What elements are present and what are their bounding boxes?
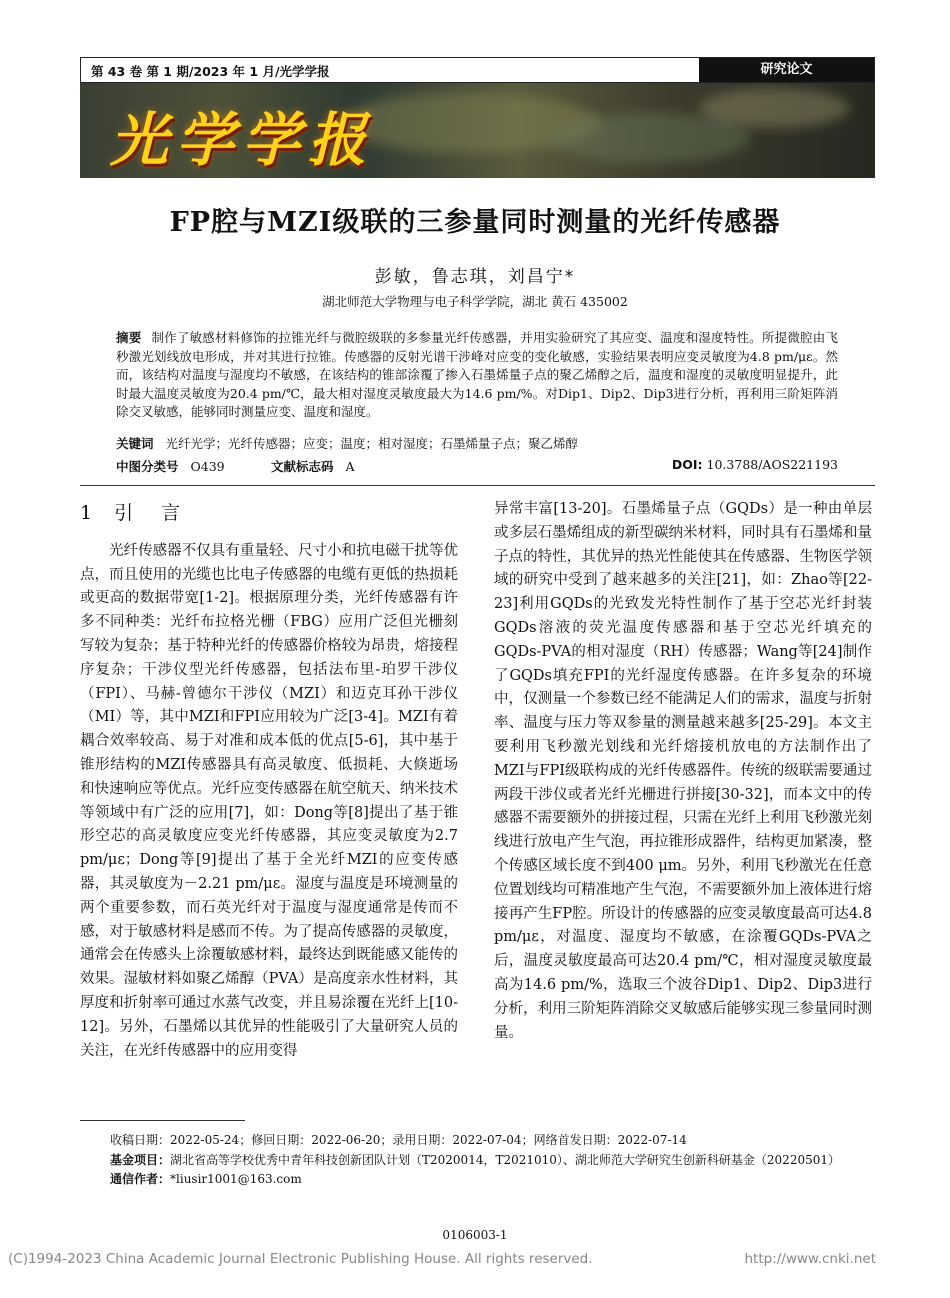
section-number: 1 xyxy=(80,502,93,524)
right-column xyxy=(494,498,872,1045)
clc-label: 中图分类号 xyxy=(116,459,179,474)
abstract-text: 制作了敏感材料修饰的拉锥光纤与微腔级联的多参量光纤传感器，并用实验研究了其应变、温度和湿度特性。所提微腔由飞秒激光划线放电形成，并对其进行拉锥。传感器的反射光谱干涉峰对应变的变化敏感，实验结果表明应变灵敏度为4.8 pm/με。然而，该结构对温度与湿度均不敏感，在该结构的锥部涂覆了掺入石墨烯量子点的聚乙烯醇之后，温度和湿度的灵敏度明显提升，此时最大温度灵敏度为20.4 pm/℃，最大相对湿度灵敏度最大为14.6 pm/%。对Dip1、Dip2、Dip3进行分析，再利用三阶矩阵消除交叉敏感，能够同时测量应变、温度和湿度。 xyxy=(116,330,838,420)
section-title: 引言 xyxy=(114,502,209,524)
fund-text: 湖北省高等学校优秀中青年科技创新团队计划（T2020014，T2021010）、湖北师范大学研究生创新科研基金（20220501） xyxy=(170,1152,840,1167)
footnote-fund xyxy=(80,1151,875,1171)
section-heading-intro xyxy=(80,502,458,526)
journal-logo-title: 光学学报 xyxy=(110,106,375,174)
paper-affiliation: 湖北师范大学物理与电子科学学院，湖北 黄石 435002 xyxy=(322,294,628,309)
paper-title: FP腔与MZI级联的三参量同时测量的光纤传感器 xyxy=(169,207,781,238)
abstract xyxy=(116,329,838,422)
keywords xyxy=(116,434,838,452)
journal-banner xyxy=(80,83,875,178)
paper-authors: 彭敏，鲁志琪，刘昌宁* xyxy=(374,267,576,287)
doi-value[interactable]: 10.3788/AOS221193 xyxy=(706,457,838,472)
issue-info: 第 43 卷 第 1 期/2023 年 1 月/光学学报 xyxy=(91,64,330,79)
doc-code-label: 文献标志码 xyxy=(271,459,334,474)
footnote-divider xyxy=(80,1120,245,1121)
clc-value: O439 xyxy=(190,459,225,474)
doi-label: DOI: xyxy=(671,457,703,472)
left-column xyxy=(80,498,458,1063)
footnote-dates: 收稿日期：2022-05-24；修回日期：2022-06-20；录用日期：2022-07-04；网络首发日期：2022-07-14 xyxy=(110,1133,687,1147)
keywords-label: 关键词 xyxy=(116,436,154,451)
corresponding-email[interactable]: *liusir1001@163.com xyxy=(170,1172,302,1186)
doc-code-value: A xyxy=(345,459,355,474)
intro-paragraph-left: 光纤传感器不仅具有重量轻、尺寸小和抗电磁干扰等优点，而且使用的光缆也比电子传感器的电缆有更低的热损耗或更高的数据带宽[1-2]。根据原理分类，光纤传感器有许多不同种类：光纤布拉格光栅（FBG）应用广泛但光栅刻写较为复杂；基于特种光纤的传感器价格较为昂贵，熔接程序复杂；干涉仪型光纤传感器，包括法布里-珀罗干涉仪（FPI）、马赫-曾德尔干涉仪（MZI）和迈克耳孙干涉仪（MI）等，其中MZI和FPI应用较为广泛[3-4]。MZI有着耦合效率较高、易于对准和成本低的优点[5-6]，其中基于锥形结构的MZI传感器具有高灵敏度、低损耗、大倏逝场和快速响应等优点。光纤应变传感器在航空航天、纳米技术等领域中有广泛的应用[7]，如：Dong等[8]提出了基于锥形空芯的高灵敏度应变光纤传感器，其应变灵敏度为2.7 pm/με；Dong等[9]提出了基于全光纤MZI的应变传感器，其灵敏度为－2.21 pm/με。湿度与温度是环境测量的两个重要参数，而石英光纤对于温度与湿度通常是传而不感，对于敏感材料是感而不传。为了提高传感器的灵敏度，通常会在传感头上涂覆敏感材料，最终达到既能感又能传的效果。湿敏材料如聚乙烯醇（PVA）是高度亲水性材料，其厚度和折射率可通过水蒸气改变，并且易涂覆在光纤上[10-12]。另外，石墨烯以其优异的性能吸引了大量研究人员的关注，在光纤传感器中的应用变得 xyxy=(80,542,458,1059)
section-label: 研究论文 xyxy=(699,58,874,82)
keywords-text: 光纤光学；光纤传感器；应变；温度；相对湿度；石墨烯量子点；聚乙烯醇 xyxy=(165,436,579,451)
copyright-text: (C)1994-2023 China Academic Journal Electronic Publishing House. All rights reserved. xyxy=(8,1251,593,1267)
footnote-corresponding xyxy=(80,1170,875,1190)
divider xyxy=(80,485,875,486)
intro-paragraph-right: 异常丰富[13-20]。石墨烯量子点（GQDs）是一种由单层或多层石墨烯组成的新型碳纳米材料，同时具有石墨烯和量子点的特性，其优异的热光性能使其在传感器、生物医学领域的研究中受到了越来越多的关注[21]，如：Zhao等[22-23]利用GQDs的光致发光特性制作了基于空芯光纤封装GQDs溶液的荧光温度传感器和基于空芯光纤填充的GQDs-PVA的相对湿度（RH）传感器；Wang等[24]制作了GQDs填充FPI的光纤湿度传感器。在许多复杂的环境中，仅测量一个参数已经不能满足人们的需求，温度与折射率、温度与压力等双参量的测量越来越多[25-29]。本文主要利用飞秒激光划线和光纤熔接机放电的方法制作出了MZI与FPI级联构成的光纤传感器件。传统的级联需要通过两段干涉仪或者光纤光栅进行拼接[30-32]，而本文中的传感器不需要额外的拼接过程，只需在光纤上利用飞秒激光刻线进行放电产生气泡，再拉锥形成器件，结构更加紧凑，整个传感区域长度不到400 μm。另外，利用飞秒激光在任意位置划线均可精准地产生气泡，不需要额外加上液体进行熔接再产生FP腔。所设计的传感器的应变灵敏度最高可达4.8 pm/με，对温度、湿度均不敏感，在涂覆GQDs-PVA之后，温度灵敏度最高可达20.4 pm/℃，相对湿度灵敏度最高为14.6 pm/%，选取三个波谷Dip1、Dip2、Dip3进行分析，利用三阶矩阵消除交叉敏感后能够实现三参量同时测量。 xyxy=(494,501,872,1041)
abstract-label: 摘要 xyxy=(116,330,142,345)
cnki-link[interactable]: http://www.cnki.net xyxy=(744,1251,876,1267)
copyright-line xyxy=(8,1251,948,1267)
footnotes xyxy=(80,1131,875,1190)
corresponding-label: 通信作者： xyxy=(110,1172,171,1186)
journal-header xyxy=(80,57,875,83)
page-number: 0106003-1 xyxy=(442,1228,508,1242)
fund-label: 基金项目： xyxy=(110,1152,171,1167)
